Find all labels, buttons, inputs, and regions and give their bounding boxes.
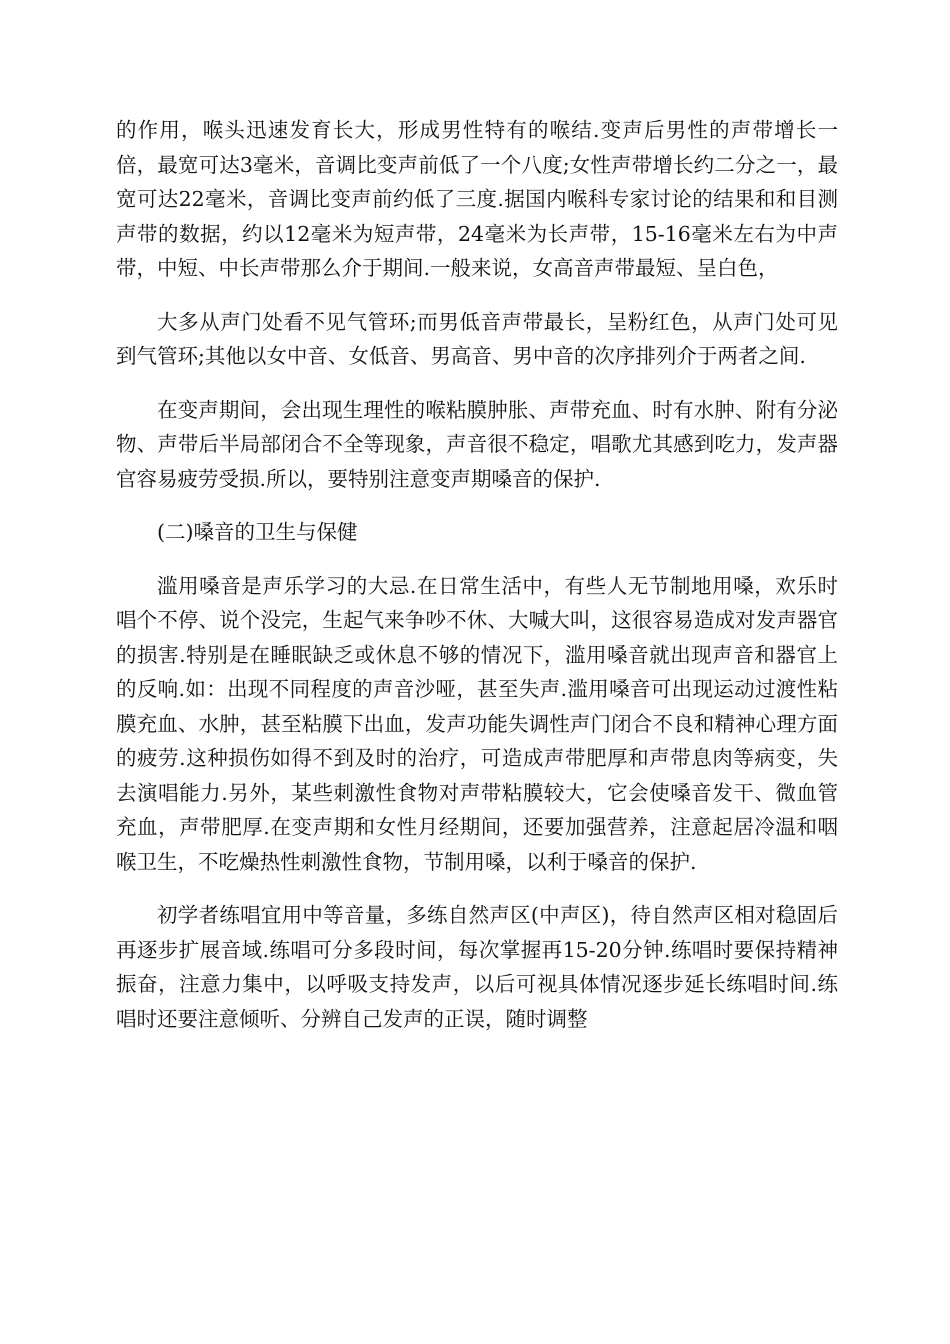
document-body bbox=[116, 113, 838, 1055]
paragraph-voice-abuse: 滥用嗓音是声乐学习的大忌.在日常生活中，有些人无节制地用嗓，欢乐时唱个不停、说个没完，生起气来争吵不休、大喊大叫，这很容易造成对发声器官的损害.特别是在睡眠缺乏或休息不够的情况下，滥用嗓音就出现声音和器官上的反响.如：出现不同程度的声音沙哑，甚至失声.滥用嗓音可出现运动过渡性粘膜充血、水肿，甚至粘膜下出血，发声功能失调性声门闭合不良和精神心理方面的疲劳.这种损伤如得不到及时的治疗，可造成声带肥厚和声带息肉等病变，失去演唱能力.另外，某些刺激性食物对声带粘膜较大，它会使嗓音发干、微血管充血，声带肥厚.在变声期和女性月经期间，还要加强营养，注意起居冷温和咽喉卫生，不吃燥热性刺激性食物，节制用嗓，以利于嗓音的保护. bbox=[116, 573, 838, 874]
section-heading: (二)嗓音的卫生与保健 bbox=[157, 520, 358, 544]
paragraph-vocal-cord-types: 大多从声门处看不见气管环;而男低音声带最长，呈粉红色，从声门处可见到气管环;其他以女中音、女低音、男高音、男中音的次序排列介于两者之间. bbox=[116, 309, 838, 368]
paragraph-beginner-practice: 初学者练唱宜用中等音量，多练自然声区(中声区)，待自然声区相对稳固后再逐步扩展音域.练唱可分多段时间，每次掌握再15-20分钟.练唱时要保持精神振奋，注意力集中，以呼吸支持发声，以后可视具体情况逐步延长练唱时间.练唱时还要注意倾听、分辨自己发声的正误，随时调整 bbox=[116, 903, 838, 1031]
paragraph-voice-change-period: 在变声期间，会出现生理性的喉粘膜肿胀、声带充血、时有水肿、附有分泌物、声带后半局部闭合不全等现象，声音很不稳定，唱歌尤其感到吃力，发声器官容易疲劳受损.所以，要特别注意变声期嗓音的保护. bbox=[116, 397, 838, 491]
paragraph-continued: 的作用，喉头迅速发育长大，形成男性特有的喉结.变声后男性的声带增长一倍，最宽可达3毫米，音调比变声前低了一个八度;女性声带增长约二分之一，最宽可达22毫米，音调比变声前约低了三度.据国内喉科专家讨论的结果和和目测声带的数据，约以12毫米为短声带，24毫米为长声带，15-16毫米左右为中声带，中短、中长声带那么介于期间.一般来说，女高音声带最短、呈白色， bbox=[116, 118, 838, 280]
